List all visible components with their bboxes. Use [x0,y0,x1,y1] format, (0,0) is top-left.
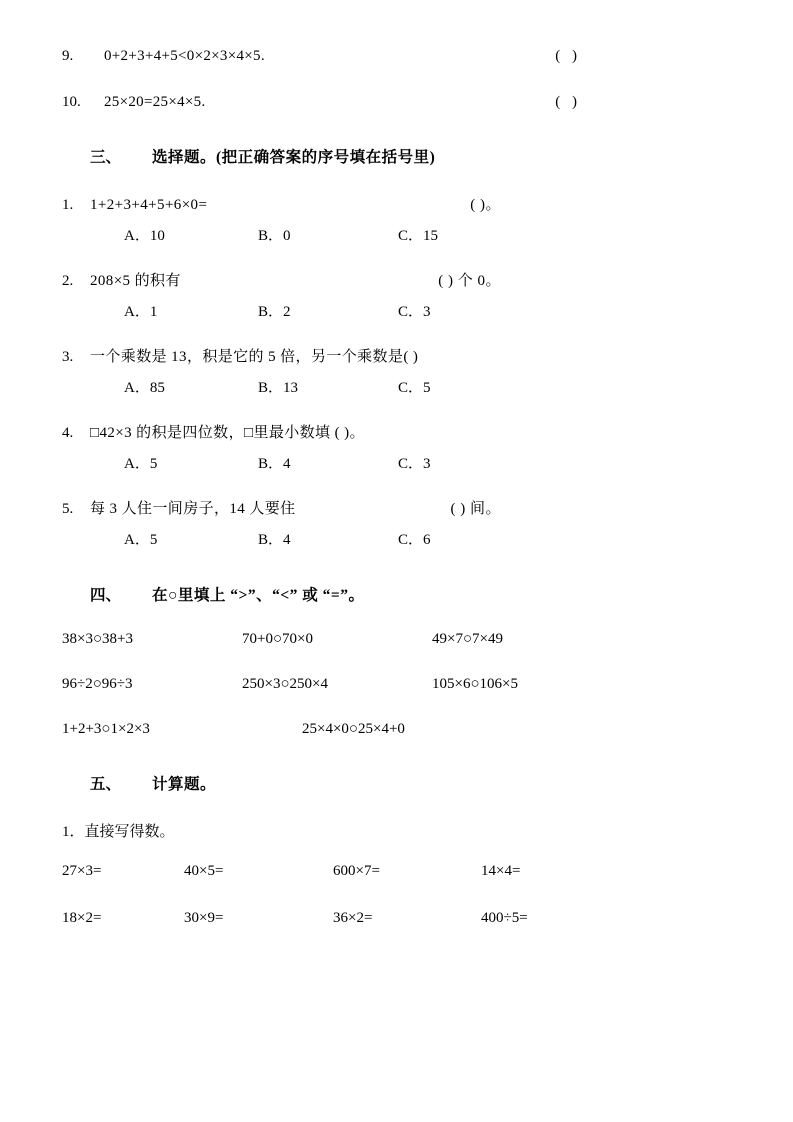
question-row [62,497,731,518]
question-row [62,421,731,442]
question-row [62,193,731,214]
section-heading-four [62,583,731,605]
option-b[interactable]: B．4 [258,532,291,548]
comparison-group [62,631,731,738]
section-number: 三、 [90,149,122,166]
section-title: 选择题。(把正确答案的序号填在括号里) [152,149,436,166]
option-row [62,528,731,549]
option-a[interactable]: A．5 [124,456,158,472]
comparison-item[interactable]: 49×7○7×49 [432,631,503,647]
comparison-row [62,676,731,693]
question-stem: □42×3 的积是四位数，□里最小数填 ( )。 [90,425,365,441]
comparison-item [492,721,692,738]
comparison-item[interactable]: 105×6○106×5 [432,676,518,692]
comparison-item[interactable]: 70+0○70×0 [242,631,313,647]
item-text: 0+2+3+4+5<0×2×3×4×5. [104,48,265,64]
section-number: 四、 [90,587,122,604]
comparison-row [62,631,731,648]
question-stem: 208×5 的积有 [90,273,181,289]
item-text: 25×20=25×4×5. [104,94,206,110]
question-stem: 一个乘数是 13，积是它的 5 倍，另一个乘数是( ) [90,349,419,365]
calc-subtask-label: 1．直接写得数。 [62,824,175,840]
answer-parenthesis[interactable]: ( ) [555,94,581,110]
option-c[interactable]: C．5 [398,380,431,396]
comparison-item[interactable]: 96÷2○96÷3 [62,676,133,692]
comparison-item[interactable]: 38×3○38+3 [62,631,133,647]
comparison-item[interactable]: 25×4×0○25×4+0 [302,721,405,737]
item-number: 9. [62,48,74,64]
question-row [62,269,731,290]
section-heading-three [62,145,731,167]
question-number: 1. [62,197,74,213]
multiple-choice-group [62,193,731,549]
option-b[interactable]: B．4 [258,456,291,472]
question-answer-slot[interactable]: ( ) 间。 [450,501,501,517]
question-stem: 1+2+3+4+5+6×0= [90,197,208,213]
calculation-item[interactable]: 400÷5= [481,910,528,926]
truefalse-item [62,48,731,65]
option-row [62,224,731,245]
question-row [62,345,731,366]
question-number: 2. [62,273,74,289]
section-title: 计算题。 [152,776,217,793]
answer-parenthesis[interactable]: ( ) [555,48,581,64]
question-number: 4. [62,425,74,441]
option-b[interactable]: B．2 [258,304,291,320]
calculation-item[interactable]: 27×3= [62,863,102,879]
option-a[interactable]: A．85 [124,380,165,396]
question-number: 3. [62,349,74,365]
calculation-row [62,910,731,927]
calculation-item[interactable]: 600×7= [333,863,380,879]
item-number: 10. [62,94,81,110]
option-c[interactable]: C．3 [398,456,431,472]
section-number: 五、 [90,776,122,793]
comparison-row [62,721,731,738]
option-a[interactable]: A．10 [124,228,165,244]
option-row [62,452,731,473]
option-row [62,376,731,397]
calculation-item[interactable]: 40×5= [184,863,224,879]
option-b[interactable]: B．13 [258,380,299,396]
calculation-item[interactable]: 18×2= [62,910,102,926]
option-row [62,300,731,321]
comparison-item[interactable]: 250×3○250×4 [242,676,328,692]
option-a[interactable]: A．5 [124,532,158,548]
calculation-item[interactable]: 36×2= [333,910,373,926]
truefalse-group [62,48,731,111]
comparison-item[interactable]: 1+2+3○1×2×3 [62,721,150,737]
option-c[interactable]: C．6 [398,532,431,548]
option-b[interactable]: B．0 [258,228,291,244]
question-answer-slot[interactable]: ( ) 个 0。 [438,273,501,289]
question-stem: 每 3 人住一间房子，14 人要住 [90,501,296,517]
section-title: 在○里填上 “>”、“<” 或 “=”。 [152,587,365,604]
calculation-row [62,863,731,880]
section-heading-five [62,772,731,794]
truefalse-item [62,94,731,111]
calculation-item[interactable]: 30×9= [184,910,224,926]
question-number: 5. [62,501,74,517]
option-a[interactable]: A．1 [124,304,158,320]
option-c[interactable]: C．3 [398,304,431,320]
option-c[interactable]: C．15 [398,228,439,244]
calculation-group [62,863,731,927]
calculation-item[interactable]: 14×4= [481,863,521,879]
question-answer-slot[interactable]: ( )。 [470,197,501,213]
